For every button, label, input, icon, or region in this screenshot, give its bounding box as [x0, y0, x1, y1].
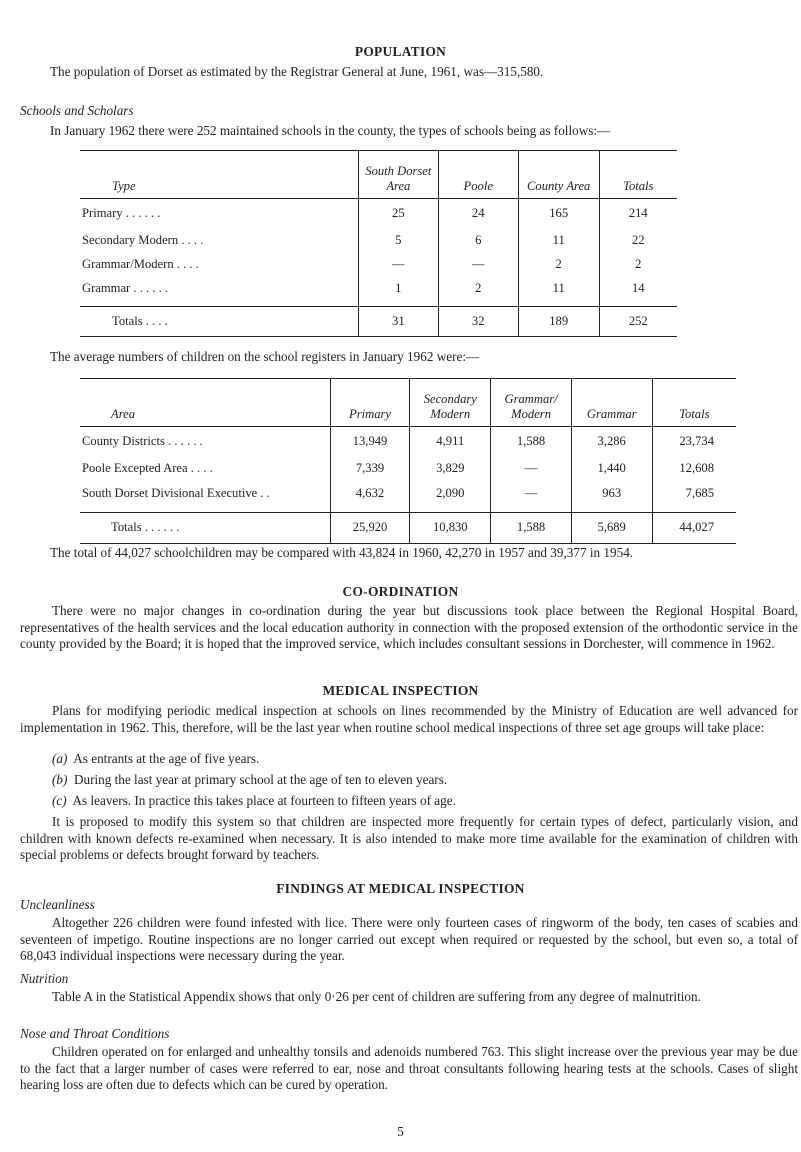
medical-inspection-text-2: It is proposed to modify this system so that children are inspected more frequently for certain types of defect, particularly vision, and children with known defects re-examined when necessary. It is also intended to make more time available for the examination of children with special problems or defects brought forward by teachers.: [20, 814, 798, 862]
table2-header-secondary-modern: Secondary Modern: [410, 379, 491, 427]
table-cell: 44,027: [652, 513, 736, 544]
table-cell: 165: [518, 199, 599, 229]
table-cell: 25: [359, 199, 439, 229]
schools-type-table: [80, 150, 677, 337]
table-cell: South Dorset Divisional Executive . .: [82, 485, 270, 500]
table-cell: 2,090: [410, 482, 491, 513]
table2-header-primary: Primary: [330, 379, 409, 427]
table-cell: Totals . . . . . .: [111, 520, 180, 535]
table-cell: 5,689: [571, 513, 652, 544]
table2-header-grammar-modern: Grammar/ Modern: [491, 379, 571, 427]
table-total-row: [80, 513, 736, 544]
findings-heading: FINDINGS AT MEDICAL INSPECTION: [276, 881, 525, 896]
table-cell: —: [438, 253, 518, 277]
table-cell: 2: [518, 253, 599, 277]
table-cell: 25,920: [330, 513, 409, 544]
nutrition-text: Table A in the Statistical Appendix shows that only 0·26 per cent of children are suffering from any degree of malnutrition.: [52, 989, 701, 1004]
list-item-text: During the last year at primary school at the age of ten to eleven years.: [73, 772, 448, 787]
table-cell: 1: [359, 277, 439, 307]
table-cell: 24: [438, 199, 518, 229]
list-item: [52, 793, 792, 810]
table2-header-totals: Totals: [652, 379, 736, 427]
table-cell: 6: [438, 229, 518, 253]
table-row: [80, 253, 677, 277]
population-text: The population of Dorset as estimated by the Registrar General at June, 1961, was—315,580.: [50, 64, 544, 79]
table-cell: Poole Excepted Area . . . .: [82, 461, 213, 476]
table-cell: 12,608: [652, 457, 736, 482]
uncleanliness-subheading: Uncleanliness: [20, 897, 95, 912]
table-cell: 214: [599, 199, 677, 229]
table1-header-poole: Poole: [438, 151, 518, 199]
table-cell: Totals . . . .: [112, 313, 168, 328]
table-row: [80, 427, 736, 457]
table-row: [80, 199, 677, 229]
table-cell: 3,286: [571, 427, 652, 457]
table-cell: Primary . . . . . .: [82, 205, 161, 220]
coordination-heading: CO-ORDINATION: [342, 584, 459, 599]
table-cell: Grammar/Modern . . . .: [82, 256, 199, 271]
table-cell: 11: [518, 277, 599, 307]
table-cell: Grammar . . . . . .: [82, 280, 169, 295]
uncleanliness-text: Altogether 226 children were found infested with lice. There were only fourteen cases of ringworm of the body, ten cases of scabies and seventeen of impetigo. Routine inspections are no longer carried out except when required or requested by the school, but even so, a total of 68,043 individual inspections were necessary during the year.: [20, 915, 798, 963]
nose-throat-subheading: Nose and Throat Conditions: [20, 1026, 170, 1041]
list-item: [52, 751, 792, 768]
nutrition-subheading: Nutrition: [20, 971, 69, 986]
table-cell: 189: [518, 307, 599, 337]
table-cell: 22: [599, 229, 677, 253]
table-cell: 2: [438, 277, 518, 307]
table2-header-grammar: Grammar: [571, 379, 652, 427]
table-cell: 32: [438, 307, 518, 337]
medical-inspection-text: Plans for modifying periodic medical inspection at schools on lines recommended by the Ministry of Education are well advanced for implementation in 1962. This, therefore, will be the last year when routine school medical inspections of three set age groups will take place:: [20, 703, 798, 735]
table-cell: 4,632: [330, 482, 409, 513]
table-row: [80, 229, 677, 253]
list-item-label: (c): [52, 793, 67, 808]
table-cell: 11: [518, 229, 599, 253]
table-total-row: [80, 307, 677, 337]
table-cell: 1,440: [571, 457, 652, 482]
table1-header-south-dorset: South Dorset Area: [359, 151, 439, 199]
table-cell: 5: [359, 229, 439, 253]
table-cell: 7,339: [330, 457, 409, 482]
table-cell: 2: [599, 253, 677, 277]
list-item: [52, 772, 792, 789]
population-heading: POPULATION: [354, 44, 447, 59]
table-cell: 31: [359, 307, 439, 337]
table-cell: 7,685: [652, 482, 736, 513]
table-cell: 1,588: [491, 513, 571, 544]
table-cell: 14: [599, 277, 677, 307]
registers-table: [80, 378, 736, 544]
medical-inspection-heading: MEDICAL INSPECTION: [322, 683, 479, 698]
table-cell: 3,829: [410, 457, 491, 482]
list-item-label: (a): [52, 751, 68, 766]
table-row: [80, 457, 736, 482]
table1-header-county: County Area: [518, 151, 599, 199]
list-item-text: As leavers. In practice this takes place at fourteen to fifteen years of age.: [72, 793, 456, 808]
table-cell: —: [491, 482, 571, 513]
table1-header-type: Type: [112, 179, 136, 194]
table-row: [80, 482, 736, 513]
table-cell: 23,734: [652, 427, 736, 457]
table-cell: —: [359, 253, 439, 277]
schools-subheading: Schools and Scholars: [20, 103, 134, 118]
page-number: 5: [397, 1124, 404, 1139]
schools-intro: In January 1962 there were 252 maintained schools in the county, the types of schools being as follows:—: [50, 123, 611, 138]
coordination-text: There were no major changes in co-ordination during the year but discussions took place between the Regional Hospital Board, representatives of the health services and the local education authority in connection with the proposed extension of the orthodontic service in the county provided by the Board; it is hoped that the improved service, which includes consultant sessions in Dorchester, will commence in 1962.: [20, 603, 798, 651]
table-cell: 252: [599, 307, 677, 337]
table-cell: 10,830: [410, 513, 491, 544]
table-cell: 4,911: [410, 427, 491, 457]
table-cell: Secondary Modern . . . .: [82, 232, 204, 247]
table1-header-totals: Totals: [599, 151, 677, 199]
list-item-text: As entrants at the age of five years.: [73, 751, 260, 766]
comparison-text: The total of 44,027 schoolchildren may be compared with 43,824 in 1960, 42,270 in 1957 and 39,377 in 1954.: [50, 545, 634, 560]
table-cell: —: [491, 457, 571, 482]
table-cell: 13,949: [330, 427, 409, 457]
table-cell: 963: [571, 482, 652, 513]
table-cell: County Districts . . . . . .: [82, 433, 203, 448]
list-item-label: (b): [52, 772, 68, 787]
table-row: [80, 277, 677, 307]
table2-header-area: Area: [111, 407, 136, 422]
nose-throat-text: Children operated on for enlarged and unhealthy tonsils and adenoids numbered 763. This slight increase over the previous year may be due to the fact that a larger number of cases were referred to ear, nose and throat consultants following hearing tests at the schools. Cases of slight hearing loss are often due to defects which can be cured by operation.: [20, 1044, 798, 1092]
table-cell: 1,588: [491, 427, 571, 457]
registers-intro: The average numbers of children on the school registers in January 1962 were:—: [50, 349, 480, 364]
